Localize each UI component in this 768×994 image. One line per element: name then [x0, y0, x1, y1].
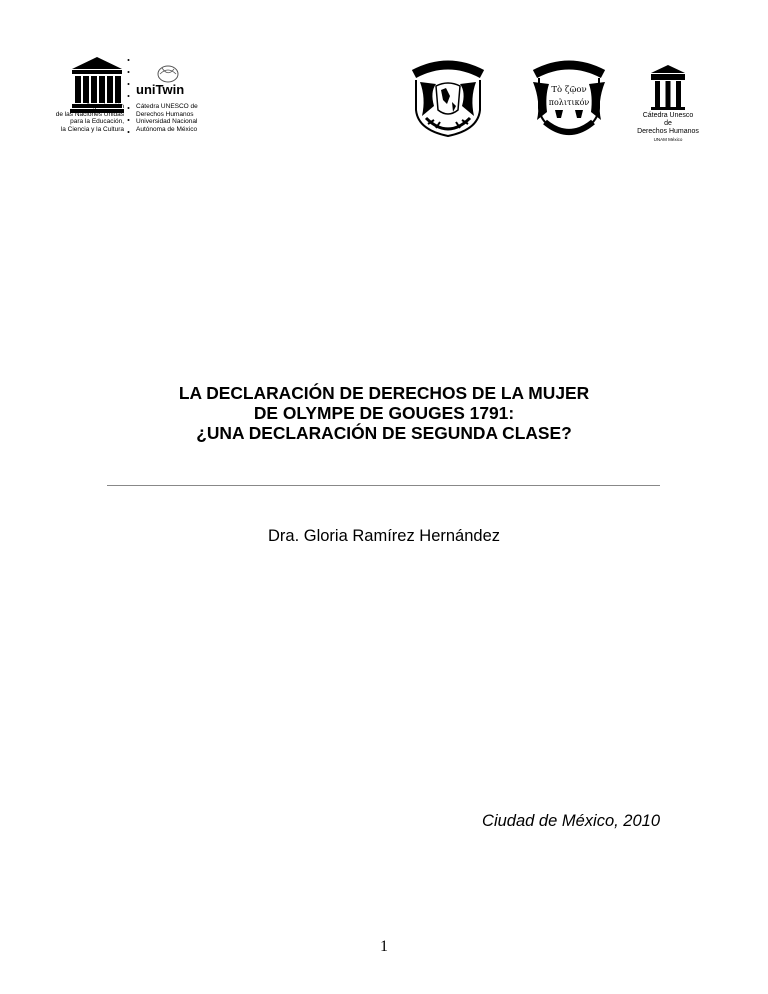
unesco-caption	[52, 103, 124, 133]
faculty-seal	[527, 58, 611, 140]
unitwin-caption-line: Cátedra UNESCO de	[136, 103, 198, 110]
unitwin-caption-line: Universidad Nacional	[136, 118, 198, 126]
place-date: Ciudad de México, 2010	[482, 812, 660, 830]
unitwin-logo	[134, 63, 192, 101]
unesco-caption-line: de las Naciones Unidas	[55, 110, 124, 118]
catedra-caption-line: Derechos Humanos	[637, 128, 699, 136]
author-name: Dra. Gloria Ramírez Hernández	[268, 527, 500, 545]
document-title	[84, 383, 684, 443]
catedra-logo	[650, 64, 686, 110]
unesco-caption-line: la Ciencia y la Cultura	[60, 125, 124, 133]
page-number: 1	[380, 938, 388, 955]
seal-motto-line: πολιτικόν	[548, 98, 590, 107]
unitwin-caption-line: Derechos Humanos	[136, 110, 194, 118]
title-line: ¿UNA DECLARACIÓN DE SEGUNDA CLASE?	[196, 423, 572, 443]
catedra-caption-line: de	[664, 120, 672, 128]
horizontal-rule	[107, 485, 660, 486]
title-line: LA DECLARACIÓN DE DERECHOS DE LA MUJER	[178, 383, 590, 403]
seal-motto-line: Τὸ ζῷον	[551, 85, 587, 95]
catedra-caption-small: UNAM México	[653, 136, 683, 142]
catedra-caption-line: Cátedra Unesco	[642, 112, 694, 119]
title-line: DE OLYMPE DE GOUGES 1791:	[253, 403, 515, 423]
svg-text:uniTwin: uniTwin	[136, 82, 185, 97]
unesco-caption-line: Organización	[85, 103, 124, 110]
unitwin-caption	[136, 103, 216, 133]
dotted-divider	[127, 56, 130, 138]
unitwin-caption-line: Autónoma de México	[136, 125, 198, 133]
catedra-caption	[634, 112, 702, 143]
unam-seal	[406, 58, 490, 140]
unesco-caption-line: para la Educación,	[70, 118, 124, 126]
